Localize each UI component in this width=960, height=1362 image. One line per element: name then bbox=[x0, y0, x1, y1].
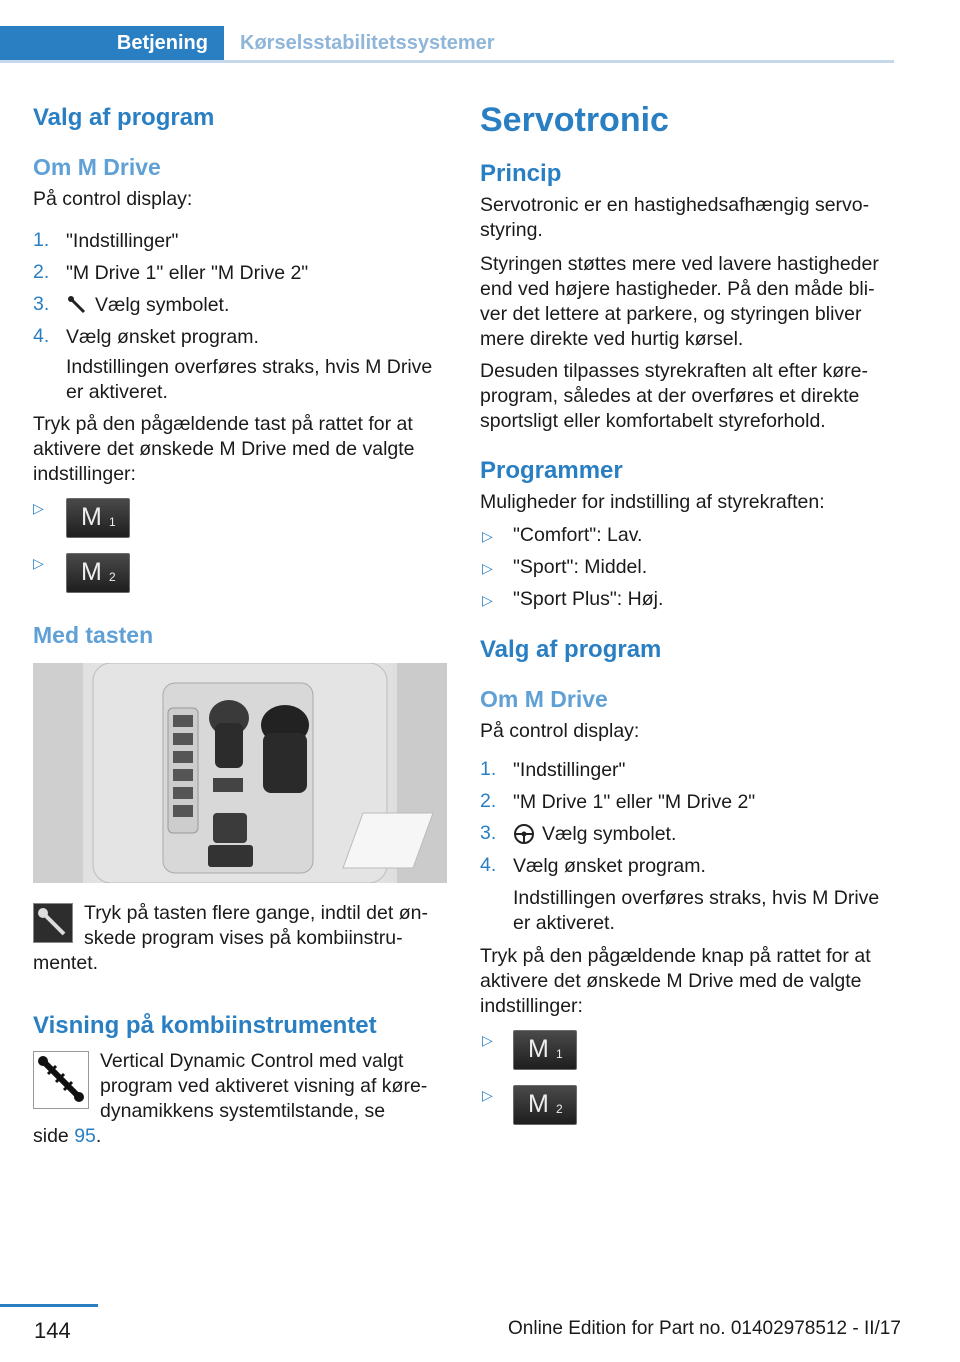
bullet-marker: ▷ bbox=[33, 500, 44, 516]
header-divider bbox=[0, 60, 894, 63]
m-label: M bbox=[528, 1090, 549, 1118]
body-text: mere direkte ved hurtig kørsel. bbox=[480, 328, 744, 350]
footer-divider bbox=[0, 1304, 98, 1307]
page-number: 144 bbox=[34, 1318, 71, 1343]
heading-programmer: Programmer bbox=[480, 457, 623, 484]
m-label: M bbox=[81, 503, 102, 531]
section-title: Kørselsstabilitetssystemer bbox=[240, 32, 495, 54]
step-number: 4. bbox=[33, 325, 50, 347]
heading-visning: Visning på kombiinstrumentet bbox=[33, 1012, 377, 1039]
m-sub: 2 bbox=[109, 570, 116, 584]
bullet-marker: ▷ bbox=[33, 555, 44, 571]
bullet-marker: ▷ bbox=[482, 592, 493, 608]
step-number: 2. bbox=[33, 261, 50, 283]
chapter-label: Betjening bbox=[116, 32, 208, 54]
wrench-icon bbox=[33, 903, 73, 943]
step-number: 1. bbox=[480, 758, 497, 780]
step-note: Indstillingen overføres straks, hvis M Drive bbox=[66, 356, 433, 378]
intro-text: På control display: bbox=[480, 720, 640, 742]
m-drive-2-button-icon bbox=[66, 553, 130, 593]
step-number: 3. bbox=[480, 822, 497, 844]
body-text: Vertical Dynamic Control med valgt bbox=[100, 1050, 404, 1072]
body-text: end ved højere hastigheder. På den måde bli- bbox=[480, 278, 875, 300]
heading-med-tasten: Med tasten bbox=[33, 622, 154, 648]
page-reference bbox=[33, 1124, 101, 1149]
bullet-marker: ▷ bbox=[482, 560, 493, 576]
step-text: "M Drive 1" eller "M Drive 2" bbox=[513, 791, 756, 813]
m-sub: 2 bbox=[556, 1102, 563, 1116]
chapter-tab[interactable] bbox=[0, 26, 224, 62]
shock-absorber-icon bbox=[33, 1051, 89, 1109]
body-text: Styringen støttes mere ved lavere hastigheder bbox=[480, 253, 879, 275]
step-text: "Indstillinger" bbox=[66, 230, 179, 252]
body-text: Desuden tilpasses styrekraften alt efter køre- bbox=[480, 360, 868, 382]
side-suffix: . bbox=[95, 1125, 102, 1147]
side-prefix: side bbox=[33, 1125, 69, 1147]
heading-om-m-drive: Om M Drive bbox=[33, 154, 161, 180]
body-text: ver det lettere at parkere, og styringen bliver bbox=[480, 303, 862, 325]
step-text: Vælg symbolet. bbox=[95, 294, 230, 316]
wrench-icon bbox=[66, 294, 88, 316]
list-item: "Sport Plus": Høj. bbox=[513, 588, 664, 610]
steering-wheel-icon bbox=[513, 823, 535, 845]
heading-valg-af-program: Valg af program bbox=[33, 104, 215, 131]
body-text: aktivere det ønskede M Drive med de valgte bbox=[33, 438, 415, 460]
body-text: indstillinger: bbox=[480, 995, 583, 1017]
body-text: indstillinger: bbox=[33, 463, 136, 485]
step-text: Vælg ønsket program. bbox=[66, 326, 259, 348]
m-drive-2-button-icon bbox=[513, 1085, 577, 1125]
step-text: Vælg symbolet. bbox=[542, 823, 677, 845]
body-text: Tryk på tasten flere gange, indtil det øn- bbox=[84, 902, 428, 924]
step-note: er aktiveret. bbox=[66, 381, 168, 403]
step-text: "Indstillinger" bbox=[513, 759, 626, 781]
step-text: Vælg ønsket program. bbox=[513, 855, 706, 877]
list-item: "Sport": Middel. bbox=[513, 556, 648, 578]
body-text: Muligheder for indstilling af styrekraften: bbox=[480, 491, 825, 513]
body-text: Tryk på den pågældende tast på rattet for at bbox=[33, 413, 413, 435]
bullet-marker: ▷ bbox=[482, 1032, 493, 1048]
bullet-marker: ▷ bbox=[482, 528, 493, 544]
body-text: Servotronic er en hastighedsafhængig servo- bbox=[480, 194, 870, 216]
list-item: "Comfort": Lav. bbox=[513, 524, 643, 546]
intro-text: På control display: bbox=[33, 188, 193, 210]
heading-valg-af-program: Valg af program bbox=[480, 636, 662, 663]
m-label: M bbox=[528, 1035, 549, 1063]
body-text: mentet. bbox=[33, 952, 99, 974]
edition-text: Online Edition for Part no. 01402978512 - II/17 bbox=[508, 1318, 901, 1339]
body-text: dynamikkens systemtilstande, se bbox=[100, 1100, 386, 1122]
step-number: 1. bbox=[33, 229, 50, 251]
body-text: Tryk på den pågældende knap på rattet for at bbox=[480, 945, 871, 967]
m-sub: 1 bbox=[109, 515, 116, 529]
bullet-marker: ▷ bbox=[482, 1087, 493, 1103]
m-sub: 1 bbox=[556, 1047, 563, 1061]
body-text: sportsligt eller komfortabelt styreforhold. bbox=[480, 410, 826, 432]
step-text: "M Drive 1" eller "M Drive 2" bbox=[66, 262, 309, 284]
heading-princip: Princip bbox=[480, 160, 562, 187]
page-link[interactable]: 95 bbox=[74, 1125, 96, 1147]
step-note: Indstillingen overføres straks, hvis M Drive bbox=[513, 887, 880, 909]
m-drive-1-button-icon bbox=[513, 1030, 577, 1070]
step-number: 3. bbox=[33, 293, 50, 315]
m-label: M bbox=[81, 558, 102, 586]
body-text: styring. bbox=[480, 219, 543, 241]
heading-servotronic: Servotronic bbox=[480, 101, 669, 139]
body-text: program, således at der overføres et direkte bbox=[480, 385, 860, 407]
console-drawing bbox=[33, 663, 447, 883]
body-text: skede program vises på kombiinstru- bbox=[84, 927, 403, 949]
body-text: program ved aktiveret visning af køre- bbox=[100, 1075, 428, 1097]
step-number: 2. bbox=[480, 790, 497, 812]
step-note: er aktiveret. bbox=[513, 912, 615, 934]
m-drive-1-button-icon bbox=[66, 498, 130, 538]
body-text: aktivere det ønskede M Drive med de valgte bbox=[480, 970, 862, 992]
heading-om-m-drive: Om M Drive bbox=[480, 686, 608, 712]
center-console-illustration bbox=[33, 663, 447, 883]
step-number: 4. bbox=[480, 854, 497, 876]
